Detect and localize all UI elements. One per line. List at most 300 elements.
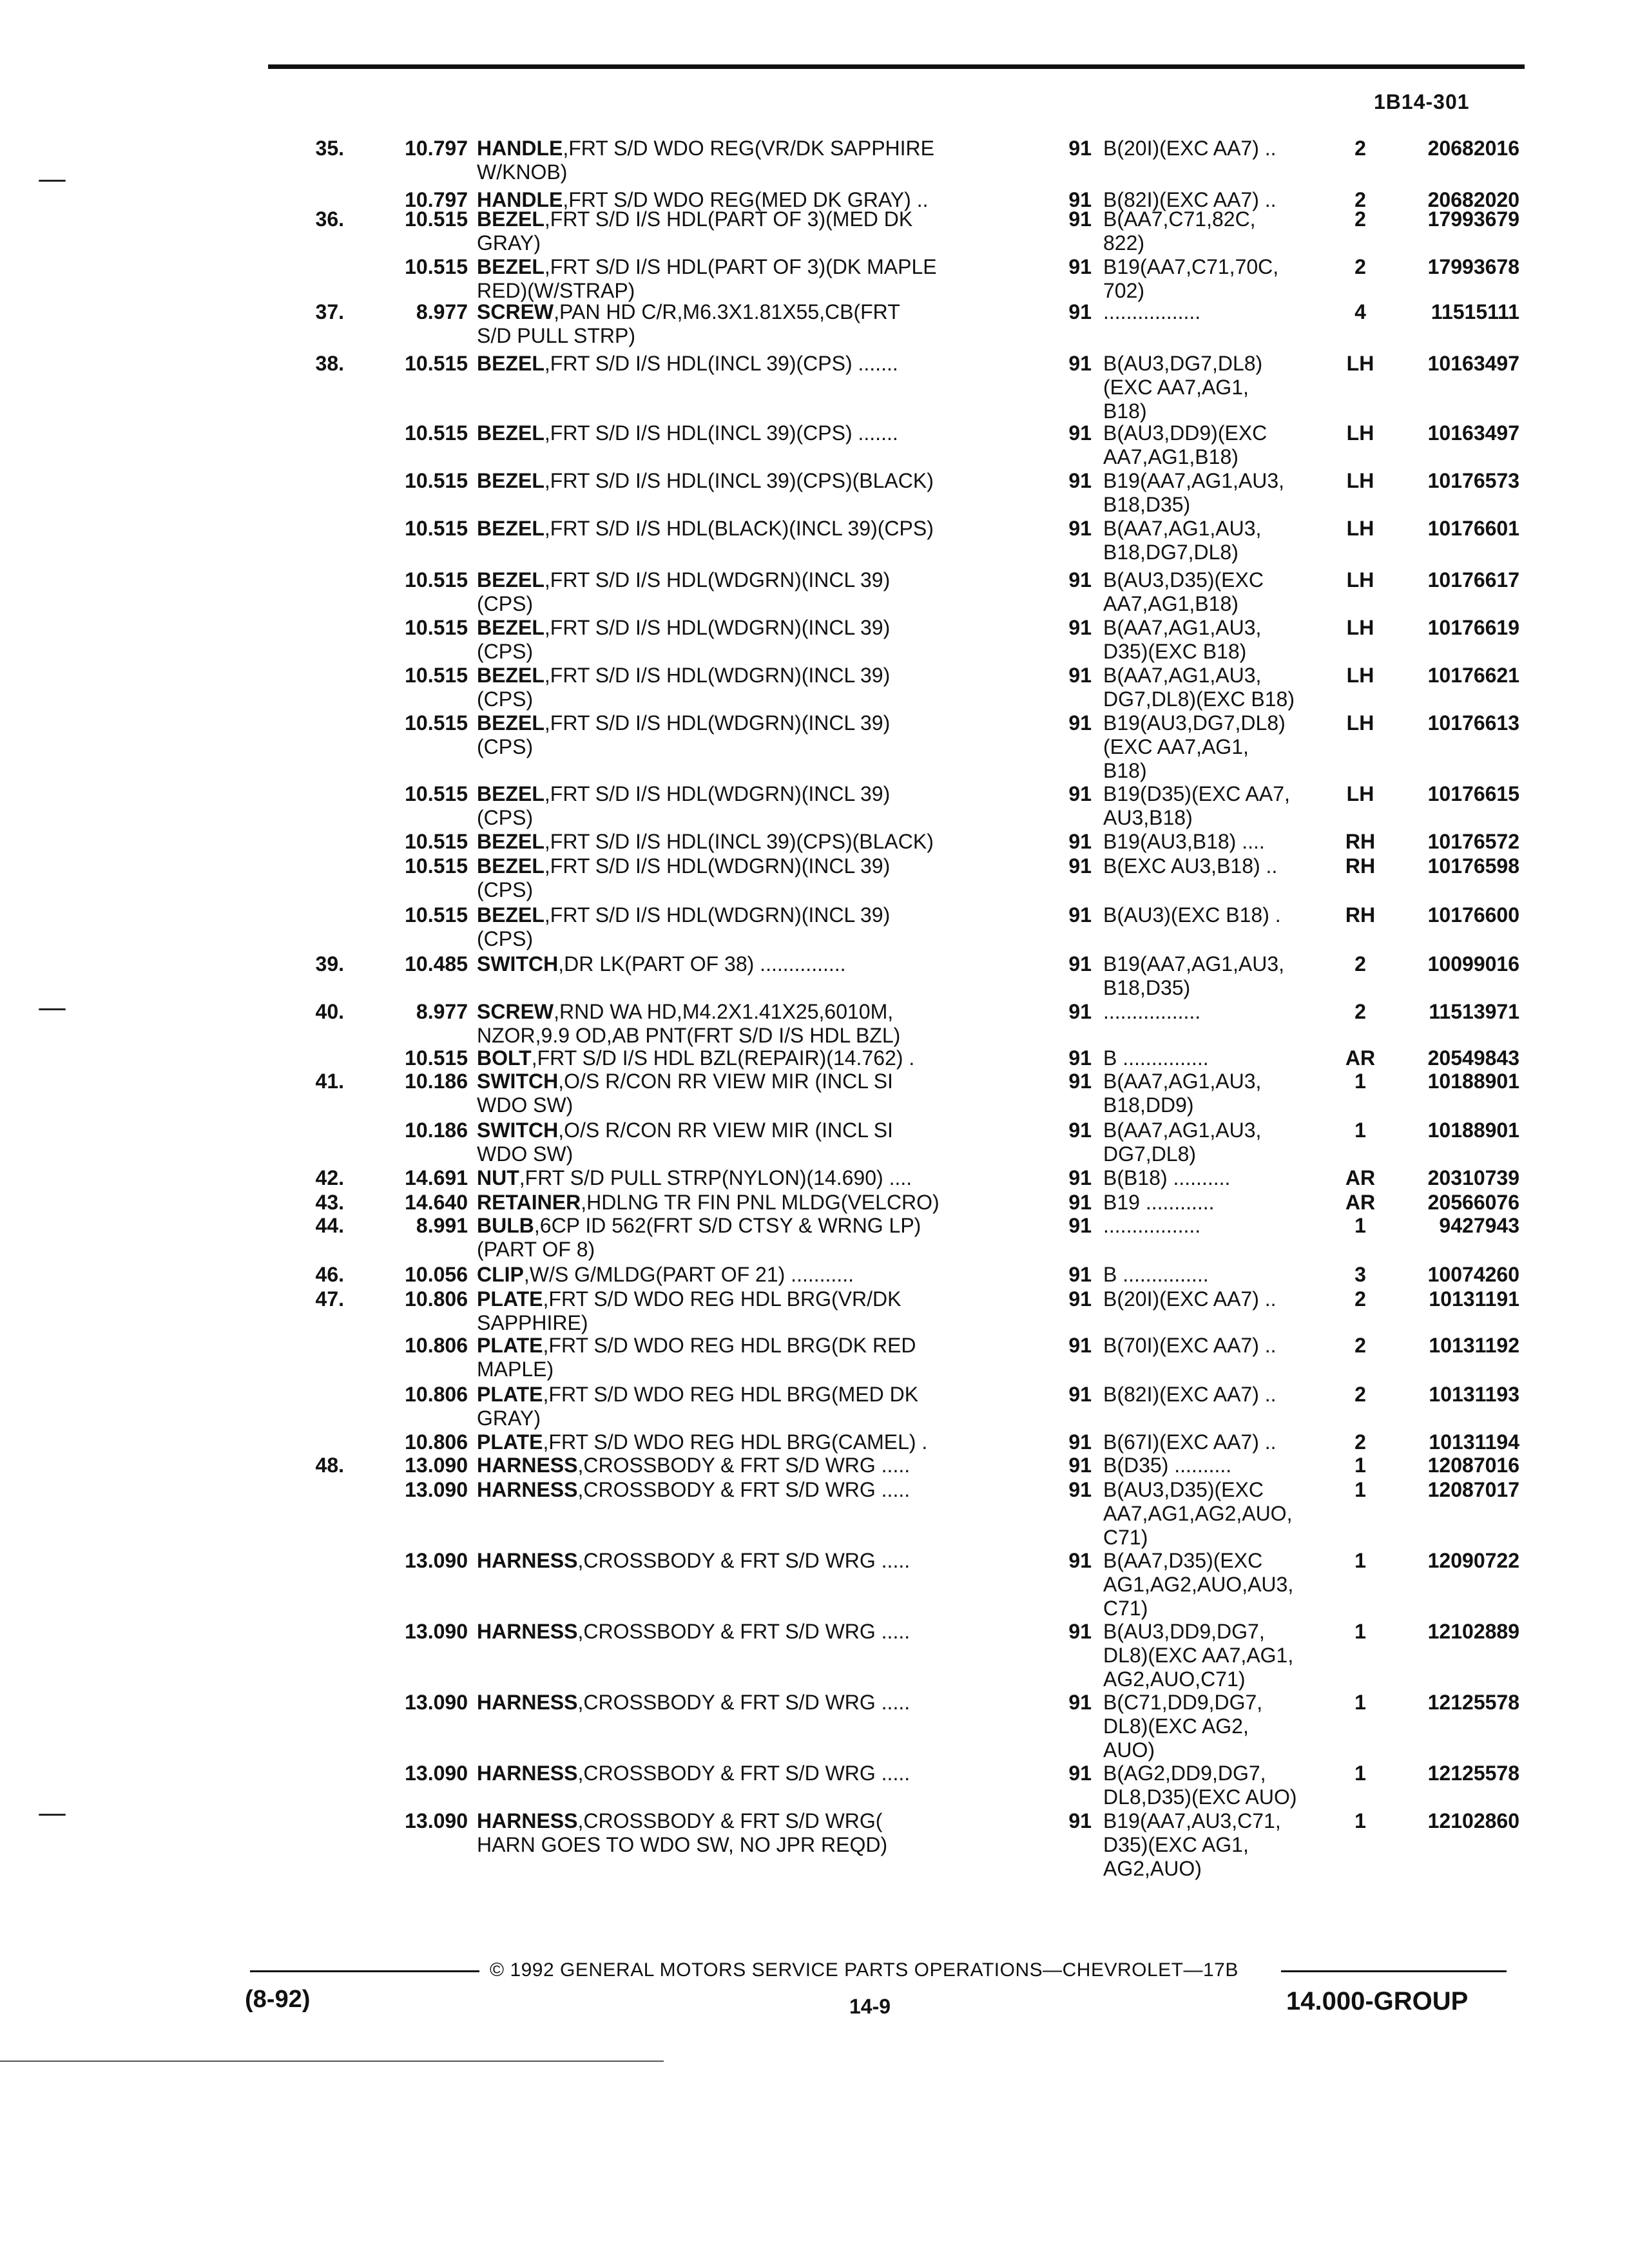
description-text: ,W/S G/MLDG(PART OF 21) ...........: [523, 1263, 854, 1286]
usage-codes: [1103, 1214, 1331, 1238]
part-description: [477, 1287, 1012, 1335]
part-name: BEZEL: [477, 854, 545, 878]
part-description: [477, 616, 1012, 664]
description-line: [477, 469, 1012, 493]
description-line: [477, 854, 1012, 878]
quantity: LH: [1346, 352, 1374, 375]
quantity: 1: [1354, 1691, 1366, 1714]
description-text: ,FRT S/D I/S HDL(WDGRN)(INCL 39): [544, 568, 891, 591]
part-name: PLATE: [477, 1430, 543, 1454]
usage-codes: [1103, 421, 1331, 469]
usage-line: B19(AU3,DG7,DL8): [1103, 711, 1286, 735]
part-description: [477, 854, 1012, 902]
description-text: ,FRT S/D WDO REG HDL BRG(CAMEL) .: [543, 1430, 928, 1454]
group-number: 10.515: [405, 903, 468, 927]
quantity: LH: [1346, 782, 1374, 805]
usage-codes: [1103, 1809, 1331, 1881]
quantity: LH: [1346, 616, 1374, 639]
part-name: BULB: [477, 1214, 534, 1237]
usage-line: B(AU3,DD9,DG7,: [1103, 1620, 1265, 1643]
part-description: [477, 903, 1012, 951]
usage-line: D35)(EXC AG1,: [1103, 1833, 1249, 1856]
usage-line: B18,DD9): [1103, 1093, 1194, 1117]
description-text: ,CROSSBODY & FRT S/D WRG(: [577, 1809, 883, 1832]
part-name: PLATE: [477, 1287, 543, 1311]
description-line: [477, 300, 1012, 324]
usage-line: B(20I)(EXC AA7) ..: [1103, 137, 1277, 160]
group-number: 10.515: [405, 469, 468, 492]
part-name: BEZEL: [477, 616, 545, 639]
description-line: [477, 1620, 1012, 1644]
description-text: ,CROSSBODY & FRT S/D WRG .....: [577, 1691, 911, 1714]
description-text: ,HDLNG TR FIN PNL MLDG(VELCRO): [581, 1191, 940, 1214]
description-text: ,DR LK(PART OF 38) ...............: [558, 952, 846, 975]
part-number: 10176615: [1427, 782, 1519, 805]
usage-line: B(C71,DD9,DG7,: [1103, 1691, 1263, 1714]
part-number: 20682020: [1427, 188, 1519, 211]
usage-line: DG7,DL8): [1103, 1142, 1197, 1166]
description-text: ,CROSSBODY & FRT S/D WRG .....: [577, 1478, 911, 1501]
part-description: [477, 1454, 1012, 1477]
usage-codes: [1103, 952, 1331, 1000]
part-number: 10131191: [1429, 1287, 1519, 1311]
usage-codes: [1103, 568, 1331, 616]
usage-line: B(B18) ..........: [1103, 1166, 1231, 1189]
usage-codes: [1103, 1383, 1331, 1407]
quantity: 1: [1354, 1119, 1366, 1142]
part-description: [477, 1046, 1012, 1070]
part-number: 10176601: [1427, 517, 1519, 540]
level-code: 91: [1068, 1620, 1092, 1643]
level-code: 91: [1068, 421, 1092, 445]
description-line: [477, 1214, 1012, 1238]
part-number: 12087016: [1427, 1454, 1519, 1477]
description-text: ,FRT S/D WDO REG(MED DK GRAY) ..: [563, 188, 929, 211]
usage-line: DL8)(EXC AG2,: [1103, 1715, 1249, 1738]
part-number: 10176613: [1427, 711, 1519, 735]
quantity: 2: [1354, 1000, 1366, 1023]
usage-line: B19(AA7,AG1,AU3,: [1103, 469, 1285, 492]
usage-line: B ...............: [1103, 1263, 1209, 1286]
quantity: 1: [1354, 1762, 1366, 1785]
group-number: 10.515: [405, 568, 468, 591]
description-line: HARN GOES TO WDO SW, NO JPR REQD): [477, 1833, 888, 1856]
part-number: 10074260: [1427, 1263, 1519, 1286]
description-line: RED)(W/STRAP): [477, 279, 635, 302]
group-number: 10.515: [405, 830, 468, 853]
part-description: [477, 469, 1012, 493]
description-text: ,CROSSBODY & FRT S/D WRG .....: [577, 1549, 911, 1572]
usage-line: B18,D35): [1103, 493, 1191, 516]
description-line: (CPS): [477, 592, 534, 615]
part-number: 17993679: [1427, 207, 1519, 231]
part-description: [477, 830, 1012, 854]
level-code: 91: [1068, 255, 1092, 278]
part-description: [477, 1119, 1012, 1166]
part-description: [477, 1620, 1012, 1644]
part-description: [477, 300, 1012, 348]
part-number: 12090722: [1427, 1549, 1519, 1572]
quantity: 2: [1354, 188, 1366, 211]
usage-codes: [1103, 616, 1331, 664]
group-number: 10.515: [405, 711, 468, 735]
part-description: [477, 1549, 1012, 1573]
level-code: 91: [1068, 469, 1092, 492]
level-code: 91: [1068, 1549, 1092, 1572]
description-line: [477, 1119, 1012, 1142]
usage-line: B ...............: [1103, 1046, 1209, 1070]
description-text: ,FRT S/D I/S HDL(PART OF 3)(DK MAPLE: [544, 255, 937, 278]
usage-line: B19 ............: [1103, 1191, 1215, 1214]
description-line: S/D PULL STRP): [477, 324, 635, 347]
quantity: LH: [1346, 568, 1374, 591]
part-name: BEZEL: [477, 782, 545, 805]
footer-rule-right: [1281, 1970, 1507, 1972]
usage-line: B(AA7,AG1,AU3,: [1103, 664, 1262, 687]
usage-codes: [1103, 517, 1331, 564]
usage-codes: [1103, 903, 1331, 927]
usage-codes: [1103, 664, 1331, 711]
ref-number: 39.: [315, 952, 344, 975]
usage-codes: [1103, 1334, 1331, 1358]
description-line: GRAY): [477, 231, 541, 255]
description-line: [477, 255, 1012, 279]
description-text: ,FRT S/D WDO REG(VR/DK SAPPHIRE: [563, 137, 934, 160]
part-name: CLIP: [477, 1263, 524, 1286]
usage-codes: [1103, 1430, 1331, 1454]
part-number: 10176572: [1427, 830, 1519, 853]
level-code: 91: [1068, 1478, 1092, 1501]
group-number: 10.186: [405, 1119, 468, 1142]
usage-line: .................: [1103, 300, 1201, 323]
quantity: 2: [1354, 1430, 1366, 1454]
part-name: BEZEL: [477, 421, 545, 445]
group-number: 10.056: [405, 1263, 468, 1286]
page-number: 14-9: [849, 1995, 891, 2018]
level-code: 91: [1068, 517, 1092, 540]
description-line: [477, 1762, 1012, 1785]
part-name: NUT: [477, 1166, 519, 1189]
description-line: [477, 1478, 1012, 1502]
description-text: ,FRT S/D I/S HDL(INCL 39)(CPS)(BLACK): [544, 830, 934, 853]
usage-line: B(AA7,AG1,AU3,: [1103, 1070, 1262, 1093]
quantity: RH: [1345, 830, 1376, 853]
usage-codes: [1103, 1549, 1331, 1620]
bottom-rule: [0, 2061, 664, 2062]
part-number: 10099016: [1427, 952, 1519, 975]
usage-line: B(70I)(EXC AA7) ..: [1103, 1334, 1277, 1357]
part-number: 10131194: [1429, 1430, 1519, 1454]
part-number: 10163497: [1427, 352, 1519, 375]
part-description: [477, 1691, 1012, 1715]
description-line: [477, 1166, 1012, 1190]
description-line: [477, 352, 1012, 376]
part-number: 12102889: [1427, 1620, 1519, 1643]
usage-codes: [1103, 1620, 1331, 1691]
part-number: 10188901: [1427, 1119, 1519, 1142]
part-number: 11515111: [1431, 300, 1519, 323]
quantity: 2: [1354, 1287, 1366, 1311]
level-code: 91: [1068, 1454, 1092, 1477]
group-number: 10.797: [405, 137, 468, 160]
level-code: 91: [1068, 1809, 1092, 1832]
description-line: MAPLE): [477, 1358, 554, 1381]
quantity: 1: [1354, 1214, 1366, 1237]
part-name: BEZEL: [477, 255, 545, 278]
description-text: ,FRT S/D WDO REG HDL BRG(MED DK: [543, 1383, 919, 1406]
description-line: [477, 568, 1012, 592]
description-line: [477, 1454, 1012, 1477]
group-number: 10.515: [405, 782, 468, 805]
level-code: 91: [1068, 1334, 1092, 1357]
quantity: AR: [1345, 1191, 1376, 1214]
quantity: 2: [1354, 1383, 1366, 1406]
description-line: [477, 1334, 1012, 1358]
quantity: AR: [1345, 1166, 1376, 1189]
usage-line: B19(AA7,AU3,C71,: [1103, 1809, 1281, 1832]
part-number: 10176600: [1427, 903, 1519, 927]
usage-codes: [1103, 352, 1331, 423]
description-line: [477, 1000, 1012, 1024]
part-description: [477, 1191, 1012, 1215]
group-number: 10.485: [405, 952, 468, 975]
usage-line: B18,D35): [1103, 976, 1191, 999]
part-description: [477, 568, 1012, 616]
part-name: HARNESS: [477, 1762, 578, 1785]
description-text: ,FRT S/D I/S HDL(WDGRN)(INCL 39): [544, 616, 891, 639]
group-number: 8.977: [416, 1000, 468, 1023]
part-number: 10176617: [1427, 568, 1519, 591]
quantity: LH: [1346, 664, 1374, 687]
description-line: [477, 616, 1012, 640]
group-number: 13.090: [405, 1454, 468, 1477]
part-name: SWITCH: [477, 1119, 559, 1142]
ref-number: 44.: [315, 1214, 344, 1237]
part-description: [477, 952, 1012, 976]
group-number: 10.515: [405, 616, 468, 639]
description-line: GRAY): [477, 1407, 541, 1430]
quantity: 2: [1354, 952, 1366, 975]
usage-line: 702): [1103, 279, 1145, 302]
part-description: [477, 207, 1012, 255]
description-text: ,FRT S/D I/S HDL(WDGRN)(INCL 39): [544, 711, 891, 735]
part-description: [477, 137, 1012, 184]
usage-line: AA7,AG1,B18): [1103, 592, 1239, 615]
part-description: [477, 1263, 1012, 1287]
description-text: ,FRT S/D PULL STRP(NYLON)(14.690) ....: [519, 1166, 912, 1189]
usage-codes: [1103, 854, 1331, 878]
quantity: 1: [1354, 1454, 1366, 1477]
group-number: 10.515: [405, 421, 468, 445]
ref-number: 35.: [315, 137, 344, 160]
part-description: [477, 421, 1012, 445]
level-code: 91: [1068, 352, 1092, 375]
description-line: W/KNOB): [477, 160, 568, 184]
group-number: 10.515: [405, 352, 468, 375]
group-number: 13.090: [405, 1549, 468, 1572]
group-number: 10.515: [405, 664, 468, 687]
usage-line: B18): [1103, 399, 1147, 423]
part-description: [477, 1000, 1012, 1048]
part-description: [477, 664, 1012, 711]
description-line: WDO SW): [477, 1142, 574, 1166]
group-number: 13.090: [405, 1620, 468, 1643]
usage-line: B(AU3,DD9)(EXC: [1103, 421, 1268, 445]
level-code: 91: [1068, 664, 1092, 687]
description-line: [477, 207, 1012, 231]
part-description: [477, 1478, 1012, 1502]
usage-line: .................: [1103, 1214, 1201, 1237]
ref-number: 42.: [315, 1166, 344, 1189]
description-text: ,FRT S/D WDO REG HDL BRG(DK RED: [543, 1334, 916, 1357]
part-number: 9427943: [1439, 1214, 1519, 1237]
part-description: [477, 1809, 1012, 1857]
quantity: RH: [1345, 854, 1376, 878]
usage-line: (EXC AA7,AG1,: [1103, 376, 1249, 399]
description-line: SAPPHIRE): [477, 1311, 588, 1334]
description-line: (CPS): [477, 806, 534, 829]
description-line: (CPS): [477, 687, 534, 711]
part-name: BEZEL: [477, 352, 545, 375]
usage-line: B(AA7,AG1,AU3,: [1103, 616, 1262, 639]
usage-line: 822): [1103, 231, 1145, 255]
usage-line: B19(AU3,B18) ....: [1103, 830, 1265, 853]
level-code: 91: [1068, 616, 1092, 639]
part-name: HARNESS: [477, 1620, 578, 1643]
description-line: [477, 1430, 1012, 1454]
level-code: 91: [1068, 782, 1092, 805]
description-line: [477, 421, 1012, 445]
part-number: 10188901: [1427, 1070, 1519, 1093]
usage-line: B(AU3,D35)(EXC: [1103, 568, 1264, 591]
description-text: ,PAN HD C/R,M6.3X1.81X55,CB(FRT: [554, 300, 900, 323]
part-description: [477, 711, 1012, 759]
description-line: NZOR,9.9 OD,AB PNT(FRT S/D I/S HDL BZL): [477, 1024, 901, 1047]
usage-codes: [1103, 1000, 1331, 1024]
quantity: 2: [1354, 255, 1366, 278]
quantity: 3: [1354, 1263, 1366, 1286]
usage-line: AUO): [1103, 1738, 1155, 1762]
ref-number: 38.: [315, 352, 344, 375]
usage-line: B(EXC AU3,B18) ..: [1103, 854, 1278, 878]
ref-number: 36.: [315, 207, 344, 231]
part-name: RETAINER: [477, 1191, 581, 1214]
level-code: 91: [1068, 207, 1092, 231]
level-code: 91: [1068, 188, 1092, 211]
level-code: 91: [1068, 1691, 1092, 1714]
level-code: 91: [1068, 1287, 1092, 1311]
description-line: (CPS): [477, 878, 534, 901]
usage-codes: [1103, 1454, 1331, 1477]
description-line: [477, 1287, 1012, 1311]
description-line: [477, 137, 1012, 160]
part-number: 10131193: [1429, 1383, 1519, 1406]
level-code: 91: [1068, 711, 1092, 735]
usage-line: B(AG2,DD9,DG7,: [1103, 1762, 1266, 1785]
level-code: 91: [1068, 137, 1092, 160]
quantity: 1: [1354, 1478, 1366, 1501]
level-code: 91: [1068, 1263, 1092, 1286]
level-code: 91: [1068, 854, 1092, 878]
part-name: BEZEL: [477, 830, 545, 853]
description-text: ,FRT S/D I/S HDL BZL(REPAIR)(14.762) .: [531, 1046, 915, 1070]
usage-line: B(AU3)(EXC B18) .: [1103, 903, 1281, 927]
quantity: 4: [1354, 300, 1366, 323]
usage-line: AA7,AG1,AG2,AUO,: [1103, 1502, 1293, 1525]
part-number: 10163497: [1427, 421, 1519, 445]
usage-codes: [1103, 207, 1331, 255]
group-number: 13.090: [405, 1478, 468, 1501]
part-name: BEZEL: [477, 664, 545, 687]
description-text: ,FRT S/D I/S HDL(WDGRN)(INCL 39): [544, 664, 891, 687]
usage-codes: [1103, 469, 1331, 517]
ref-number: 40.: [315, 1000, 344, 1023]
part-number: 10176573: [1427, 469, 1519, 492]
description-text: ,FRT S/D I/S HDL(WDGRN)(INCL 39): [544, 903, 891, 927]
group-number: 13.090: [405, 1691, 468, 1714]
level-code: 91: [1068, 1046, 1092, 1070]
usage-line: DG7,DL8)(EXC B18): [1103, 687, 1295, 711]
ref-number: 37.: [315, 300, 344, 323]
usage-line: .................: [1103, 1000, 1201, 1023]
revision-date: (8-92): [245, 1986, 311, 2013]
usage-line: B(AU3,DG7,DL8): [1103, 352, 1263, 375]
part-name: BOLT: [477, 1046, 532, 1070]
part-number: 12087017: [1427, 1478, 1519, 1501]
part-description: [477, 1166, 1012, 1190]
usage-codes: [1103, 830, 1331, 854]
usage-line: B(82I)(EXC AA7) ..: [1103, 188, 1277, 211]
description-line: (CPS): [477, 927, 534, 950]
usage-line: AG2,AUO): [1103, 1857, 1202, 1880]
ref-number: 41.: [315, 1070, 344, 1093]
quantity: RH: [1345, 903, 1376, 927]
quantity: LH: [1346, 711, 1374, 735]
description-line: [477, 1070, 1012, 1093]
group-number: 13.090: [405, 1762, 468, 1785]
quantity: AR: [1345, 1046, 1376, 1070]
level-code: 91: [1068, 952, 1092, 975]
description-line: [477, 903, 1012, 927]
description-text: ,RND WA HD,M4.2X1.41X25,6010M,: [554, 1000, 894, 1023]
level-code: 91: [1068, 568, 1092, 591]
description-line: [477, 711, 1012, 735]
usage-codes: [1103, 711, 1331, 783]
level-code: 91: [1068, 1000, 1092, 1023]
usage-codes: [1103, 1691, 1331, 1762]
usage-line: B(AA7,D35)(EXC: [1103, 1549, 1263, 1572]
quantity: LH: [1346, 517, 1374, 540]
level-code: 91: [1068, 1430, 1092, 1454]
part-name: PLATE: [477, 1383, 543, 1406]
description-line: [477, 952, 1012, 976]
group-number: 10.806: [405, 1287, 468, 1311]
part-number: 11513971: [1429, 1000, 1519, 1023]
level-code: 91: [1068, 830, 1092, 853]
usage-codes: [1103, 1046, 1331, 1070]
part-number: 10176619: [1427, 616, 1519, 639]
description-text: ,FRT S/D WDO REG HDL BRG(VR/DK: [543, 1287, 901, 1311]
part-description: [477, 1070, 1012, 1117]
description-text: ,FRT S/D I/S HDL(INCL 39)(CPS) .......: [544, 352, 898, 375]
description-text: ,6CP ID 562(FRT S/D CTSY & WRNG LP): [534, 1214, 921, 1237]
part-number: 20310739: [1427, 1166, 1519, 1189]
part-number: 10176598: [1427, 854, 1519, 878]
description-text: ,FRT S/D I/S HDL(INCL 39)(CPS)(BLACK): [544, 469, 934, 492]
part-description: [477, 782, 1012, 830]
description-line: [477, 782, 1012, 806]
usage-line: AU3,B18): [1103, 806, 1193, 829]
